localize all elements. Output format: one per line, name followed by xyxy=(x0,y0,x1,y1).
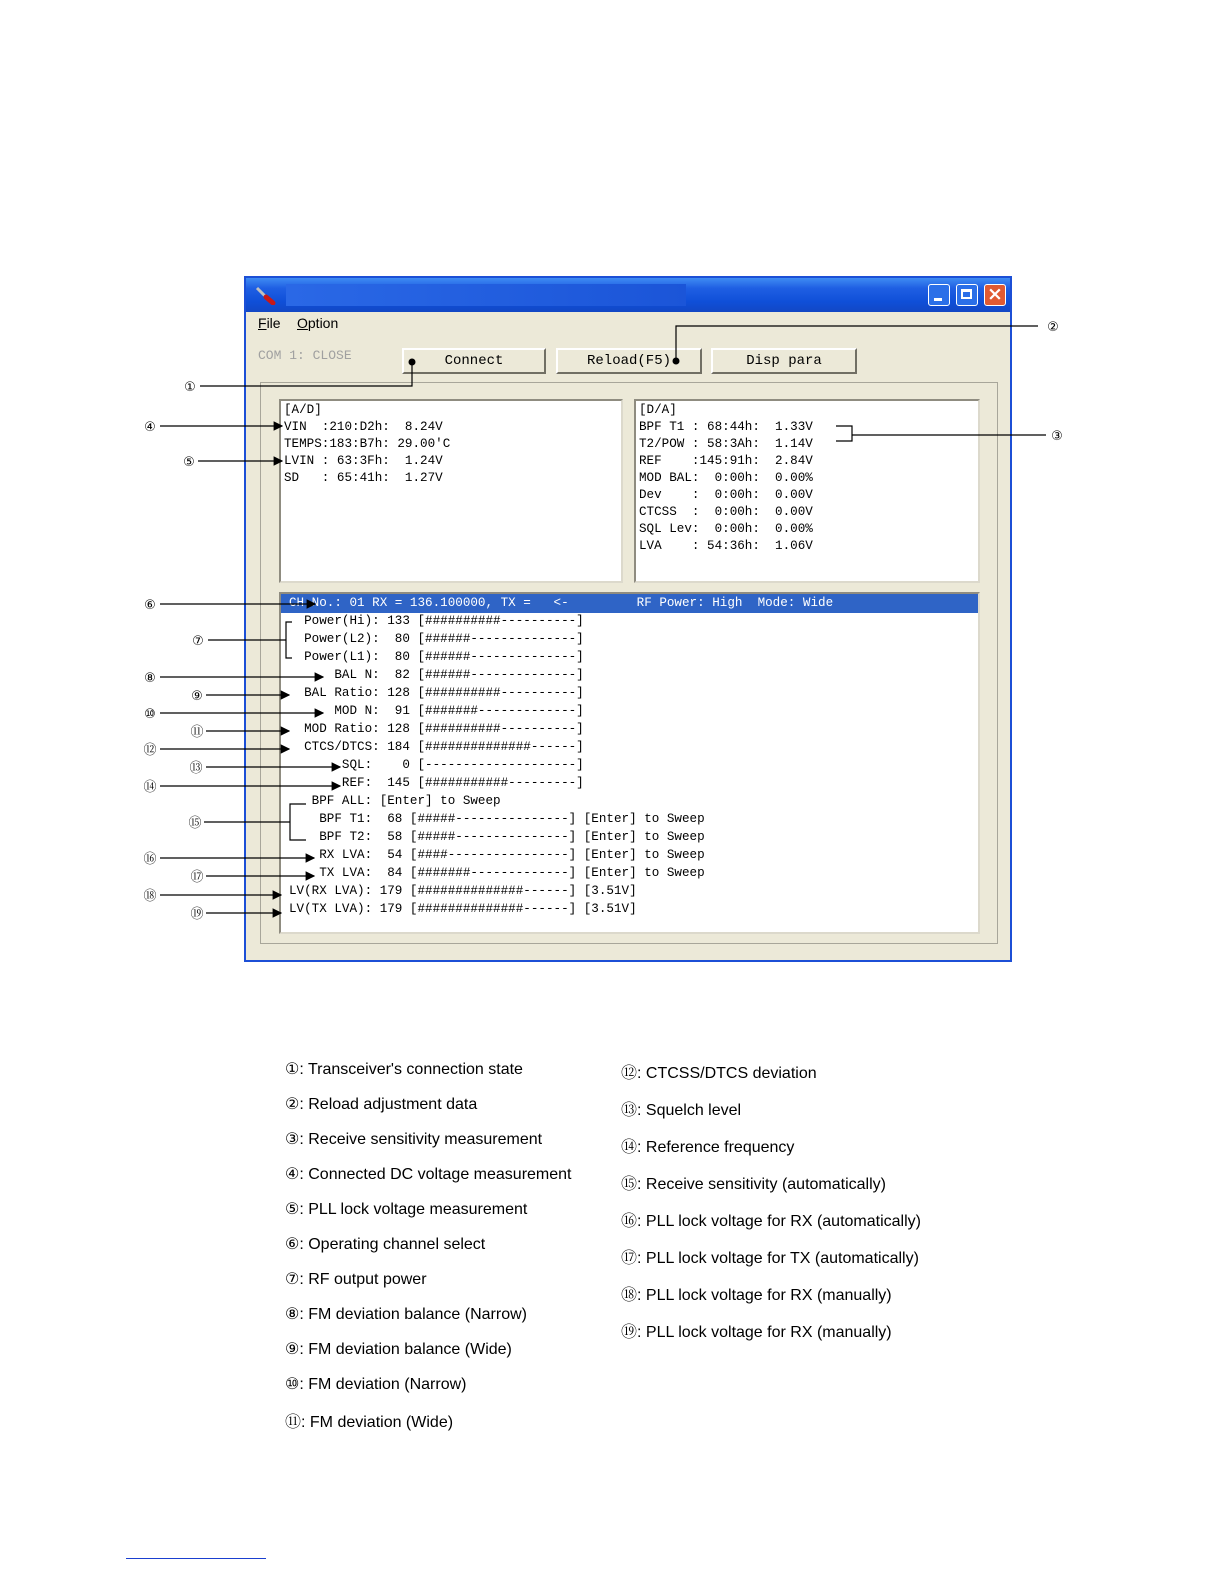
da-line: LVA : 54:36h: 1.06V xyxy=(639,539,813,553)
list-item[interactable]: LV(TX LVA): 179 [##############------] [3.51V] xyxy=(289,902,637,916)
minimize-button[interactable] xyxy=(928,284,950,306)
marker-9: ⑨ xyxy=(191,689,203,704)
marker-2: ② xyxy=(1047,320,1059,335)
legend-item: ⑩: FM deviation (Narrow) xyxy=(285,1376,467,1393)
list-item[interactable]: Power(L1): 80 [######--------------] xyxy=(289,650,584,664)
close-icon: × xyxy=(987,283,1003,305)
legend-item: ⑱: PLL lock voltage for RX (manually) xyxy=(621,1287,892,1304)
marker-3: ③ xyxy=(1051,429,1063,444)
legend-item: ⑲: PLL lock voltage for RX (manually) xyxy=(621,1324,892,1341)
legend-item: ⑤: PLL lock voltage measurement xyxy=(285,1201,528,1218)
menu-option-label: Option xyxy=(297,315,339,331)
legend-item: ⑥: Operating channel select xyxy=(285,1236,486,1253)
da-line: BPF T1 : 68:44h: 1.33V xyxy=(639,420,813,434)
list-item[interactable]: MOD N: 91 [#######-------------] xyxy=(289,704,584,718)
ad-panel xyxy=(279,399,623,583)
close-button[interactable] xyxy=(984,284,1006,306)
adjustment-window xyxy=(244,276,1012,962)
da-line: SQL Lev: 0:00h: 0.00% xyxy=(639,522,813,536)
da-line: MOD BAL: 0:00h: 0.00% xyxy=(639,471,813,485)
da-panel xyxy=(634,399,980,583)
legend-item: ⑫: CTCSS/DTCS deviation xyxy=(621,1065,817,1082)
ad-line: TEMPS:183:B7h: 29.00'C xyxy=(284,437,451,451)
marker-8: ⑧ xyxy=(144,671,156,686)
da-line: Dev : 0:00h: 0.00V xyxy=(639,488,813,502)
list-item[interactable]: Power(Hi): 133 [##########----------] xyxy=(289,614,584,628)
ad-line: SD : 65:41h: 1.27V xyxy=(284,471,443,485)
list-item[interactable]: SQL: 0 [--------------------] xyxy=(289,758,584,772)
legend-item: ⑮: Receive sensitivity (automatically) xyxy=(621,1176,886,1193)
legend-item: ⑭: Reference frequency xyxy=(621,1139,795,1156)
marker-12: ⑫ xyxy=(143,743,157,758)
list-item[interactable]: CTCS/DTCS: 184 [##############------] xyxy=(289,740,584,754)
list-item[interactable]: BPF ALL: [Enter] to Sweep xyxy=(289,794,501,808)
list-item[interactable]: LV(RX LVA): 179 [##############------] [3.51V] xyxy=(289,884,637,898)
marker-5: ⑤ xyxy=(183,455,195,470)
legend-item: ⑰: PLL lock voltage for TX (automatically) xyxy=(621,1250,919,1267)
footer-divider xyxy=(126,1558,266,1559)
list-item[interactable]: TX LVA: 84 [#######-------------] [Enter] to Sweep xyxy=(289,866,705,880)
list-item[interactable]: RX LVA: 54 [####----------------] [Enter] to Sweep xyxy=(289,848,705,862)
marker-1: ① xyxy=(184,380,196,395)
legend-item: ①: Transceiver's connection state xyxy=(285,1061,523,1078)
menu-file[interactable] xyxy=(258,315,281,331)
ad-line: VIN :210:D2h: 8.24V xyxy=(284,420,443,434)
legend-item: ③: Receive sensitivity measurement xyxy=(285,1131,543,1148)
da-line: T2/POW : 58:3Ah: 1.14V xyxy=(639,437,813,451)
marker-14: ⑭ xyxy=(143,780,157,795)
marker-19: ⑲ xyxy=(190,907,204,922)
marker-11: ⑪ xyxy=(190,725,204,740)
com-status: COM 1: CLOSE xyxy=(258,348,352,363)
maximize-button[interactable] xyxy=(956,284,978,306)
screwdriver-icon xyxy=(254,285,276,305)
ad-line: LVIN : 63:3Fh: 1.24V xyxy=(284,454,443,468)
marker-13: ⑬ xyxy=(189,761,203,776)
title-bar[interactable] xyxy=(246,278,1010,312)
list-item[interactable]: Power(L2): 80 [######--------------] xyxy=(289,632,584,646)
marker-15: ⑮ xyxy=(188,816,202,831)
legend-item: ④: Connected DC voltage measurement xyxy=(285,1166,572,1183)
da-line: REF :145:91h: 2.84V xyxy=(639,454,813,468)
marker-6: ⑥ xyxy=(144,598,156,613)
menu-bar xyxy=(246,312,1010,334)
legend-item: ⑯: PLL lock voltage for RX (automatically) xyxy=(621,1213,921,1230)
legend-item: ⑧: FM deviation balance (Narrow) xyxy=(285,1306,527,1323)
legend-item: ②: Reload adjustment data xyxy=(285,1096,478,1113)
legend-item: ⑬: Squelch level xyxy=(621,1102,742,1119)
window-title xyxy=(286,284,686,306)
legend-item: ⑦: RF output power xyxy=(285,1271,427,1288)
marker-17: ⑰ xyxy=(190,870,204,885)
channel-row-text: CH No.: 01 RX = 136.100000, TX = <- RF Power: High Mode: Wide xyxy=(289,596,834,610)
ad-line: [A/D] xyxy=(284,403,322,417)
marker-10: ⑩ xyxy=(144,707,156,722)
marker-7: ⑦ xyxy=(192,634,204,649)
channel-row[interactable] xyxy=(281,594,978,613)
reload-button[interactable]: Reload(F5) xyxy=(556,348,702,374)
list-item[interactable]: BAL N: 82 [######--------------] xyxy=(289,668,584,682)
disp-para-button[interactable]: Disp para xyxy=(711,348,857,374)
legend-item: ⑨: FM deviation balance (Wide) xyxy=(285,1341,512,1358)
list-item[interactable]: MOD Ratio: 128 [##########----------] xyxy=(289,722,584,736)
marker-18: ⑱ xyxy=(143,889,157,904)
list-item[interactable]: REF: 145 [###########---------] xyxy=(289,776,584,790)
legend-item: ⑪: FM deviation (Wide) xyxy=(285,1414,454,1431)
connect-button[interactable]: Connect xyxy=(402,348,546,374)
menu-file-label: File xyxy=(258,315,281,331)
da-line: [D/A] xyxy=(639,403,677,417)
da-line: CTCSS : 0:00h: 0.00V xyxy=(639,505,813,519)
list-item[interactable]: BPF T1: 68 [#####---------------] [Enter] to Sweep xyxy=(289,812,705,826)
marker-16: ⑯ xyxy=(143,852,157,867)
list-item[interactable]: BAL Ratio: 128 [##########----------] xyxy=(289,686,584,700)
marker-4: ④ xyxy=(144,420,156,435)
adjustment-list[interactable] xyxy=(279,592,980,934)
menu-option[interactable] xyxy=(297,315,338,331)
list-item[interactable]: BPF T2: 58 [#####---------------] [Enter] to Sweep xyxy=(289,830,705,844)
